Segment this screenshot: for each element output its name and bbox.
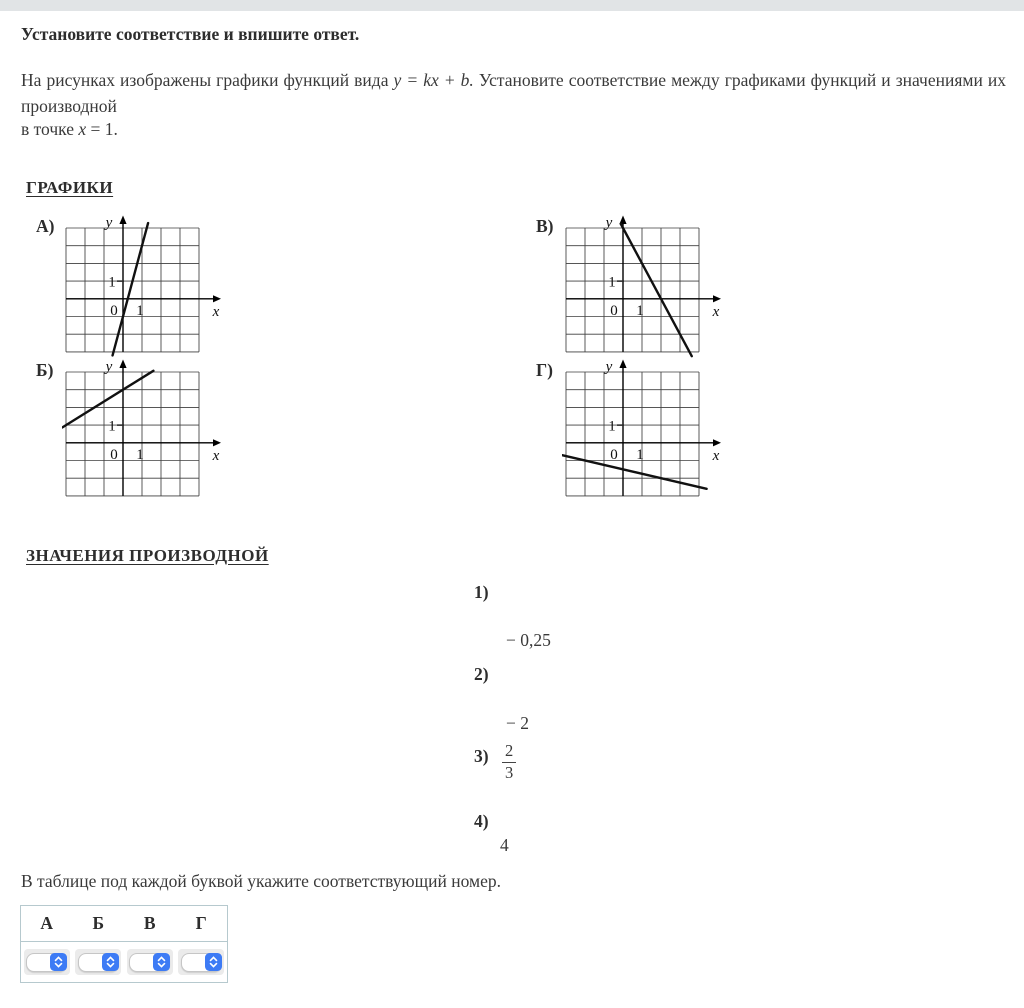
origin-label: 0	[610, 446, 618, 463]
answer-table-header	[21, 906, 227, 942]
function-graph-v	[562, 214, 730, 365]
task-text-1: На рисунках изображены графики функций вида	[21, 70, 394, 90]
answer-table-body	[21, 942, 227, 982]
x-axis-arrow-icon	[713, 439, 721, 446]
y-axis-arrow-icon	[119, 216, 126, 225]
y-tick-label: 1	[608, 274, 616, 291]
x-axis-label: x	[712, 303, 720, 320]
point-variable: x	[78, 119, 87, 139]
x-axis-arrow-icon	[213, 439, 221, 446]
top-gray-bar	[0, 0, 1024, 11]
task-point-line	[21, 119, 118, 140]
value-1: − 0,25	[506, 630, 551, 650]
point-prefix: в точке	[21, 119, 79, 139]
x-tick-label: 1	[136, 446, 144, 463]
y-tick-label: 1	[608, 418, 616, 435]
x-axis-label: x	[212, 303, 220, 320]
answer-select-v[interactable]	[127, 949, 173, 975]
origin-label: 0	[110, 446, 118, 463]
answer-table	[20, 905, 228, 983]
graph-label-g: Г)	[536, 360, 553, 380]
header-b: Б	[92, 913, 105, 933]
answer-select-a[interactable]	[24, 949, 70, 975]
y-axis-label: y	[105, 359, 113, 375]
graph-block-v	[536, 214, 776, 364]
x-tick-label: 1	[636, 446, 644, 463]
page-title: Установите соответствие и впишите ответ.	[21, 24, 360, 44]
y-axis-label: y	[605, 359, 613, 375]
table-instruction: В таблице под каждой буквой укажите соответствующий номер.	[21, 871, 501, 891]
graph-svg	[62, 214, 230, 360]
graph-svg	[62, 358, 230, 504]
answer-select-b[interactable]	[75, 949, 121, 975]
select-stepper-icon[interactable]	[102, 953, 119, 971]
graph-block-g	[536, 358, 776, 508]
value-number-2: 2)	[474, 664, 489, 684]
value-4: 4	[500, 835, 509, 855]
graph-label-v: В)	[536, 216, 554, 236]
task-paragraph	[21, 68, 1006, 119]
graph-block-b	[36, 358, 276, 508]
value-number-1: 1)	[474, 582, 489, 602]
function-line	[621, 224, 692, 356]
value-number-4: 4)	[474, 811, 489, 831]
fraction-numerator: 2	[502, 741, 516, 763]
answer-select-g[interactable]	[178, 949, 224, 975]
derivative-values-heading: ЗНАЧЕНИЯ ПРОИЗВОДНОЙ	[26, 546, 269, 565]
value-number-3: 3)	[474, 746, 489, 766]
header-a: А	[40, 913, 54, 933]
function-graph-g	[562, 358, 730, 509]
function-line	[113, 223, 149, 355]
function-graph-b	[62, 358, 230, 509]
task-formula: y = kx + b.	[393, 70, 474, 90]
value-2: − 2	[506, 713, 529, 733]
header-g: Г	[195, 913, 207, 933]
graph-label-a: А)	[36, 216, 55, 236]
y-axis-label: y	[105, 215, 113, 231]
graph-label-b: Б)	[36, 360, 54, 380]
fraction-denominator: 3	[505, 762, 514, 782]
x-axis-label: x	[212, 447, 220, 464]
graph-block-a	[36, 214, 276, 364]
y-axis-arrow-icon	[619, 360, 626, 369]
graph-svg	[562, 214, 730, 360]
task-text-2: Установите соответствие между графиками функций и значениями их производной	[21, 70, 1006, 116]
y-tick-label: 1	[108, 418, 116, 435]
graph-svg	[562, 358, 730, 504]
graphs-heading: ГРАФИКИ	[26, 178, 114, 197]
x-axis-label: x	[712, 447, 720, 464]
y-axis-arrow-icon	[119, 360, 126, 369]
select-stepper-icon[interactable]	[50, 953, 67, 971]
x-tick-label: 1	[136, 302, 144, 319]
select-stepper-icon[interactable]	[153, 953, 170, 971]
x-axis-arrow-icon	[713, 295, 721, 302]
y-axis-label: y	[605, 215, 613, 231]
origin-label: 0	[110, 302, 118, 319]
value-3-fraction	[502, 741, 516, 783]
point-suffix: = 1.	[86, 119, 118, 139]
y-tick-label: 1	[108, 274, 116, 291]
x-axis-arrow-icon	[213, 295, 221, 302]
origin-label: 0	[610, 302, 618, 319]
fraction	[502, 741, 516, 783]
function-graph-a	[62, 214, 230, 365]
select-stepper-icon[interactable]	[205, 953, 222, 971]
header-v: В	[143, 913, 156, 933]
x-tick-label: 1	[636, 302, 644, 319]
